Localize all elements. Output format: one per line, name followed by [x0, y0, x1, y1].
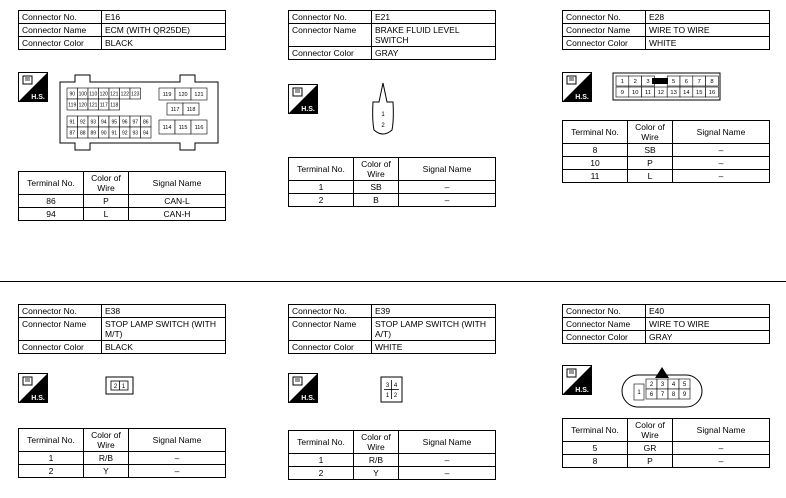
pin-label: 9 — [682, 392, 687, 399]
pin-label: 1 — [385, 393, 390, 399]
signal-name: – — [129, 465, 226, 478]
info-label: Connector Name — [289, 24, 372, 47]
pin-label: 4 — [671, 382, 676, 389]
pin-label: 91 — [111, 130, 118, 137]
col-header-signal: Signal Name — [129, 429, 226, 452]
info-label: Connector No. — [563, 11, 646, 24]
connector-info-table — [288, 10, 496, 60]
hs-label: H.S. — [575, 94, 589, 101]
info-label: Connector Color — [563, 37, 646, 50]
pin-label: 100 — [78, 91, 87, 98]
col-header-terminal: Terminal No. — [19, 172, 84, 195]
wire-color: R/B — [354, 454, 399, 467]
info-label: Connector Color — [563, 331, 646, 344]
table-row — [289, 194, 496, 207]
info-value: BLACK — [102, 37, 226, 50]
pin-label: 11 — [644, 90, 652, 97]
pin-label: 90 — [69, 91, 76, 98]
pin-label: 12 — [657, 90, 665, 97]
info-value: ECM (WITH QR25DE) — [102, 24, 226, 37]
pin-label: 2 — [393, 393, 398, 399]
pin-label: 120 — [178, 91, 188, 98]
pin-label: 117 — [170, 106, 180, 113]
wire-color: GR — [628, 442, 673, 455]
pin-label: 94 — [142, 130, 149, 137]
col-header-color: Color of Wire — [354, 158, 399, 181]
info-label: Connector Color — [19, 37, 102, 50]
wire-color: P — [628, 455, 673, 468]
col-header-color: Color of Wire — [84, 429, 129, 452]
signal-name: – — [673, 442, 770, 455]
pin-label: 92 — [79, 119, 86, 126]
terminal-table — [288, 157, 496, 207]
wire-color: B — [354, 194, 399, 207]
pin-label: 10 — [631, 90, 639, 97]
terminal-no: 1 — [289, 454, 354, 467]
col-header-terminal: Terminal No. — [19, 429, 84, 452]
pin-label: 88 — [79, 130, 86, 137]
connector-info-table — [562, 304, 770, 344]
pin-label: 121 — [194, 91, 204, 98]
table-row — [19, 208, 226, 221]
terminal-no: 8 — [563, 144, 628, 157]
signal-name: – — [673, 157, 770, 170]
table-row — [563, 170, 770, 183]
wire-color: L — [84, 208, 129, 221]
col-header-signal: Signal Name — [129, 172, 226, 195]
signal-name: – — [673, 144, 770, 157]
table-row — [289, 181, 496, 194]
hs-icon — [288, 84, 318, 114]
table-row — [563, 455, 770, 468]
pin-label: 2 — [649, 382, 654, 389]
col-header-color: Color of Wire — [84, 172, 129, 195]
info-label: Connector Name — [19, 318, 102, 341]
pin-label: 110 — [89, 91, 98, 98]
hs-label: H.S. — [31, 395, 45, 402]
pin-label: 3 — [660, 382, 665, 389]
wire-color: Y — [354, 467, 399, 480]
signal-name: – — [399, 181, 496, 194]
table-row — [563, 144, 770, 157]
pin-label: 91 — [69, 119, 76, 126]
pin-label: 9 — [620, 90, 625, 97]
info-value: WHITE — [646, 37, 770, 50]
pin-label: 93 — [90, 119, 97, 126]
terminal-table — [562, 120, 770, 183]
connector-info-table — [18, 304, 226, 354]
connector-diagram — [612, 72, 722, 102]
col-header-terminal: Terminal No. — [563, 419, 628, 442]
terminal-table — [288, 430, 496, 480]
pin-label: 94 — [100, 119, 107, 126]
col-header-terminal: Terminal No. — [289, 431, 354, 454]
info-value: STOP LAMP SWITCH (WITH M/T) — [102, 318, 226, 341]
info-value: WIRE TO WIRE — [646, 318, 770, 331]
table-row — [563, 157, 770, 170]
pin-label: 1 — [121, 384, 126, 390]
pin-label: 4 — [393, 383, 398, 389]
info-label: Connector No. — [19, 11, 102, 24]
wire-color: SB — [628, 144, 673, 157]
pin-label: 119 — [162, 91, 172, 98]
wire-color: L — [628, 170, 673, 183]
pin-label: 7 — [660, 392, 665, 399]
connector-diagram — [105, 376, 135, 396]
pin-label: 2 — [113, 384, 118, 390]
pin-label: 115 — [178, 124, 188, 131]
pin-label: 7 — [697, 79, 701, 86]
pin-label: 119 — [68, 102, 77, 109]
info-value: STOP LAMP SWITCH (WITH A/T) — [372, 318, 496, 341]
pin-label: 13 — [670, 90, 677, 97]
pin-label: 96 — [121, 119, 128, 126]
terminal-no: 1 — [289, 181, 354, 194]
info-value: E38 — [102, 305, 226, 318]
table-row — [19, 452, 226, 465]
pin-label: 121 — [110, 91, 119, 98]
info-value: E21 — [372, 11, 496, 24]
info-value: GRAY — [646, 331, 770, 344]
pin-label: 1 — [620, 79, 625, 86]
pin-label: 5 — [682, 382, 687, 389]
info-label: Connector No. — [19, 305, 102, 318]
signal-name: – — [673, 170, 770, 183]
col-header-signal: Signal Name — [399, 158, 496, 181]
col-header-color: Color of Wire — [628, 121, 673, 144]
pin-label: 116 — [194, 124, 204, 131]
table-row — [289, 454, 496, 467]
terminal-no: 8 — [563, 455, 628, 468]
terminal-no: 10 — [563, 157, 628, 170]
info-label: Connector Name — [563, 24, 646, 37]
pin-label: 93 — [132, 130, 139, 137]
pin-label: 3 — [646, 79, 650, 86]
pin-label: 5 — [671, 79, 676, 86]
pin-label: 90 — [100, 130, 107, 137]
pin-label: 14 — [683, 90, 690, 97]
info-label: Connector No. — [289, 305, 372, 318]
wire-color: P — [84, 195, 129, 208]
connector-info-table — [288, 304, 496, 354]
col-header-color: Color of Wire — [628, 419, 673, 442]
terminal-no: 86 — [19, 195, 84, 208]
hs-label: H.S. — [575, 387, 589, 394]
col-header-terminal: Terminal No. — [289, 158, 354, 181]
info-value: E39 — [372, 305, 496, 318]
info-label: Connector Name — [289, 318, 372, 341]
terminal-no: 2 — [289, 467, 354, 480]
hs-icon — [562, 72, 592, 102]
table-row — [19, 195, 226, 208]
info-label: Connector Color — [289, 47, 372, 60]
terminal-table — [562, 418, 770, 468]
info-label: Connector Color — [19, 341, 102, 354]
info-label: Connector Color — [289, 341, 372, 354]
pin-label: 2 — [381, 123, 385, 129]
wire-color: SB — [354, 181, 399, 194]
terminal-no: 94 — [19, 208, 84, 221]
wire-color: Y — [84, 465, 129, 478]
pin-label: 121 — [89, 102, 98, 109]
pin-label: 117 — [99, 102, 108, 109]
connector-diagram — [380, 376, 404, 404]
signal-name: – — [673, 455, 770, 468]
info-value: WHITE — [372, 341, 496, 354]
info-value: WIRE TO WIRE — [646, 24, 770, 37]
terminal-no: 2 — [289, 194, 354, 207]
signal-name: – — [399, 467, 496, 480]
pin-label: 87 — [69, 130, 76, 137]
wire-color: R/B — [84, 452, 129, 465]
pin-label: 8 — [710, 79, 714, 86]
terminal-no: 1 — [19, 452, 84, 465]
info-label: Connector No. — [289, 11, 372, 24]
pin-label: 97 — [132, 119, 139, 126]
connector-diagram — [620, 365, 704, 410]
pin-label: 89 — [90, 130, 97, 137]
info-value: BRAKE FLUID LEVEL SWITCH — [372, 24, 496, 47]
info-value: E28 — [646, 11, 770, 24]
signal-name: CAN-L — [129, 195, 226, 208]
info-label: Connector Name — [563, 318, 646, 331]
connector-latch — [652, 78, 668, 84]
col-header-signal: Signal Name — [673, 419, 770, 442]
pin-label: 123 — [131, 91, 140, 98]
hs-label: H.S. — [301, 106, 315, 113]
col-header-signal: Signal Name — [673, 121, 770, 144]
terminal-table — [18, 171, 226, 221]
hs-icon — [18, 373, 48, 403]
wire-color: P — [628, 157, 673, 170]
signal-name: CAN-H — [129, 208, 226, 221]
pin-label: 3 — [385, 383, 390, 389]
connector-diagram — [55, 70, 225, 155]
pin-label: 6 — [684, 79, 689, 86]
terminal-no: 11 — [563, 170, 628, 183]
pin-label: 8 — [671, 392, 676, 399]
table-row — [289, 467, 496, 480]
section-divider — [0, 281, 786, 282]
info-label: Connector No. — [563, 305, 646, 318]
pin-label: 118 — [110, 102, 119, 109]
col-header-signal: Signal Name — [399, 431, 496, 454]
pin-label: 120 — [99, 91, 108, 98]
table-row — [563, 442, 770, 455]
info-value: GRAY — [372, 47, 496, 60]
pin-label: 1 — [381, 112, 385, 118]
pin-label: 92 — [121, 130, 128, 137]
hs-icon — [562, 365, 592, 395]
signal-name: – — [399, 454, 496, 467]
signal-name: – — [129, 452, 226, 465]
hs-label: H.S. — [301, 395, 315, 402]
connector-info-table — [18, 10, 226, 50]
connector-info-table — [562, 10, 770, 50]
connector-diagram — [368, 80, 398, 140]
hs-icon — [18, 72, 48, 102]
terminal-table — [18, 428, 226, 478]
keyway-marker — [655, 367, 669, 378]
pin-label: 2 — [633, 79, 637, 86]
info-value: E16 — [102, 11, 226, 24]
pin-label: 114 — [162, 124, 172, 131]
info-value: E40 — [646, 305, 770, 318]
pin-label: 120 — [78, 102, 87, 109]
info-value: BLACK — [102, 341, 226, 354]
hs-label: H.S. — [31, 94, 45, 101]
pin-label: 1 — [637, 390, 641, 397]
pin-label: 15 — [695, 90, 703, 97]
hs-icon — [288, 373, 318, 403]
pin-label: 86 — [142, 119, 149, 126]
pin-label: 122 — [120, 91, 129, 98]
signal-name: – — [399, 194, 496, 207]
table-row — [19, 465, 226, 478]
pin-label: 6 — [649, 392, 654, 399]
col-header-terminal: Terminal No. — [563, 121, 628, 144]
pin-label: 16 — [708, 90, 716, 97]
info-label: Connector Name — [19, 24, 102, 37]
pin-label: 118 — [186, 106, 196, 113]
pin-label: 95 — [111, 119, 118, 126]
col-header-color: Color of Wire — [354, 431, 399, 454]
terminal-no: 2 — [19, 465, 84, 478]
terminal-no: 5 — [563, 442, 628, 455]
